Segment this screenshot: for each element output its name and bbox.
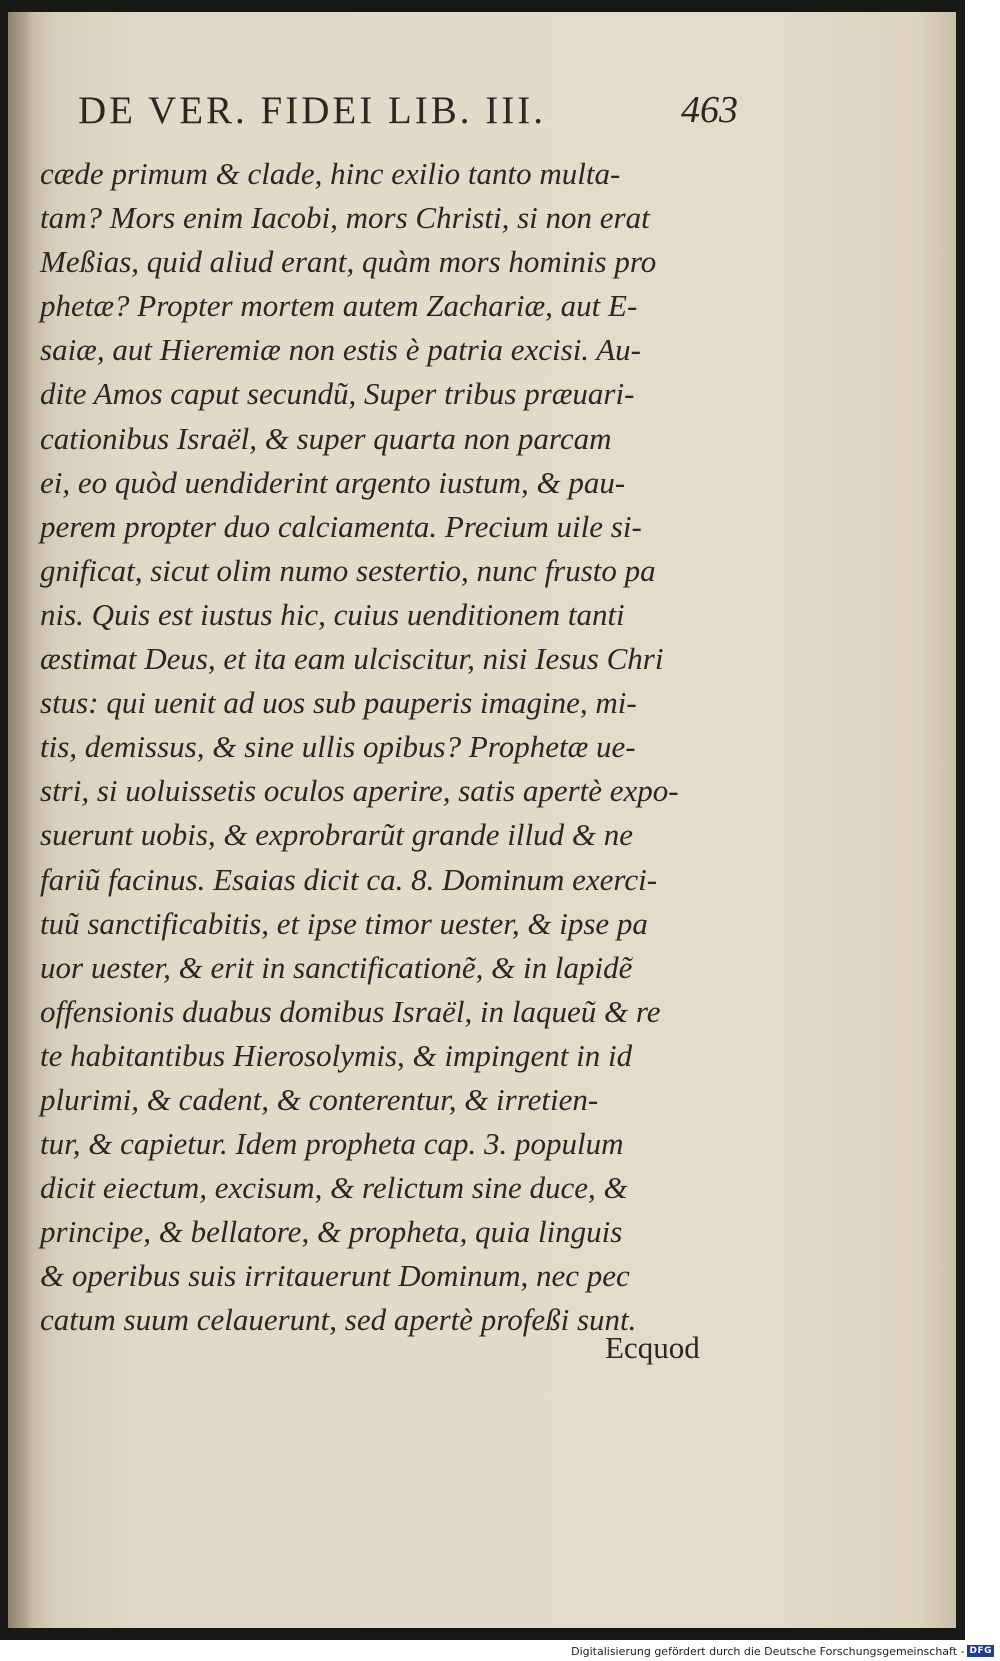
text-line: æstimat Deus, et ita eam ulciscitur, nisi Iesus Chri	[40, 641, 664, 677]
text-line: offensionis duabus domibus Israël, in laqueũ & re	[40, 993, 661, 1029]
text-line: plurimi, & cadent, & conterentur, & irretien-	[40, 1081, 599, 1117]
page-header	[78, 88, 738, 148]
text-line: cæde primum & clade, hinc exilio tanto multa-	[40, 156, 621, 191]
text-line: suerunt uobis, & exprobrarũt grande illud & ne	[40, 817, 633, 853]
text-line: cationibus Israël, & super quarta non parcam	[40, 420, 612, 456]
text-line: principe, & bellatore, & propheta, quia linguis	[40, 1214, 623, 1250]
text-line: tur, & capietur. Idem propheta cap. 3. populum	[40, 1126, 624, 1162]
dfg-logo: DFG	[969, 1646, 992, 1656]
text-line: fariũ facinus. Esaias dicit ca. 8. Dominum exerci-	[40, 861, 658, 897]
text-line: perem propter duo calciamenta. Precium uile si-	[40, 508, 642, 544]
text-line: tis, demissus, & sine ullis opibus? Prophetæ ue-	[40, 729, 636, 765]
catchword: Ecquod	[605, 1330, 700, 1365]
text-line: tam? Mors enim Iacobi, mors Christi, si non erat	[40, 200, 650, 236]
text-line: gnificat, sicut olim numo sestertio, nunc frusto pa	[40, 552, 656, 588]
text-line: dicit eiectum, excisum, & relictum sine duce, &	[40, 1170, 628, 1206]
text-line: te habitantibus Hierosolymis, & impingent in id	[40, 1037, 633, 1073]
body-text	[40, 152, 740, 1343]
text-line: ei, eo quòd uendiderint argento iustum, & pau-	[40, 464, 626, 500]
text-line: dite Amos caput secundũ, Super tribus præuari-	[40, 376, 635, 412]
text-line: saiæ, aut Hieremiæ non estis è patria excisi. Au-	[40, 332, 642, 368]
text-line: nis. Quis est iustus hic, cuius uenditionem tanti	[40, 596, 625, 632]
text-line: uor uester, & erit in sanctificationẽ, & in lapidẽ	[40, 949, 633, 985]
text-line: stus: qui uenit ad uos sub pauperis imagine, mi-	[40, 685, 637, 721]
footer-text: Digitalisierung gefördert durch die Deutsche Forschungsgemeinschaft -	[571, 1644, 965, 1658]
text-line: tuũ sanctificabitis, et ipse timor uester, & ipse pa	[40, 905, 648, 941]
text-line: phetæ? Propter mortem autem Zachariæ, aut E-	[40, 288, 638, 324]
text-line: stri, si uoluissetis oculos aperire, satis apertè expo-	[40, 773, 679, 809]
page-number: 463	[681, 89, 738, 131]
text-line: catum suum celauerunt, sed apertè profeßi sunt.	[40, 1302, 637, 1338]
running-head: DE VER. FIDEI LIB. III.	[78, 89, 546, 132]
gutter-shadow	[8, 12, 34, 1628]
text-line: & operibus suis irritauerunt Dominum, nec pec	[40, 1258, 630, 1294]
digitization-footer	[571, 1642, 994, 1660]
text-line: Meßias, quid aliud erant, quàm mors hominis pro	[40, 244, 657, 280]
